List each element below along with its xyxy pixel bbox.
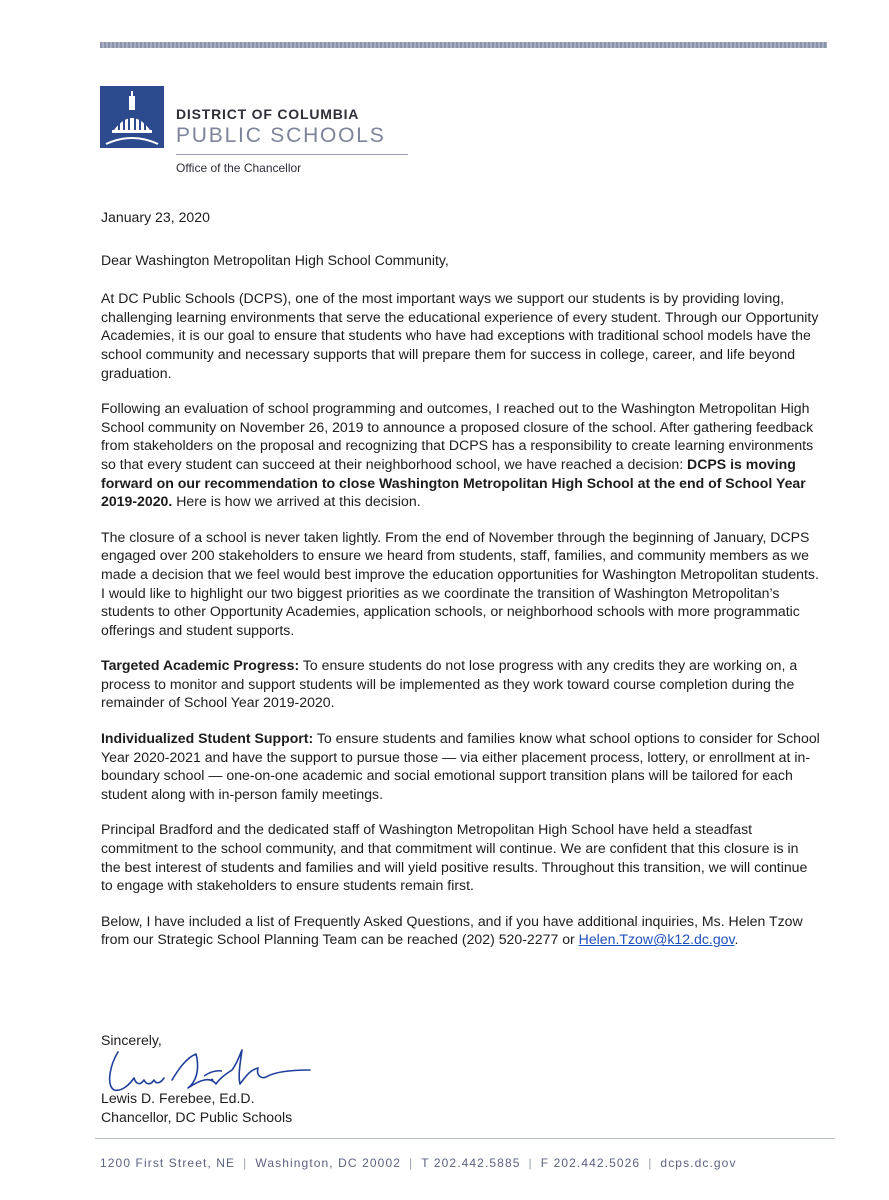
closing: Sincerely, xyxy=(101,1032,162,1048)
contact-text-end: . xyxy=(734,931,739,948)
footer-separator: | xyxy=(648,1156,653,1170)
top-border-rule xyxy=(100,42,827,48)
footer xyxy=(100,1156,840,1170)
paragraph-contact xyxy=(101,912,821,949)
decision-bold-text: DCPS is moving forward on our recommendation to close Washington Metropolitan High School at the end of School Year 2019-2020. xyxy=(101,455,806,510)
footer-city: Washington, DC 20002 xyxy=(255,1156,402,1170)
footer-fax: F 202.442.5026 xyxy=(540,1156,641,1170)
decision-text-end: Here is how we arrived at this decision. xyxy=(172,493,421,510)
paragraph-student-support xyxy=(101,729,821,803)
paragraph-decision xyxy=(101,399,821,511)
footer-divider xyxy=(95,1138,835,1139)
footer-separator: | xyxy=(528,1156,533,1170)
letter-body xyxy=(101,208,821,966)
decision-text: Following an evaluation of school programming and outcomes, I reached out to the Washington Metropolitan High School community on November 26, 2019 to announce a proposed closure of the school. After gathering feedback from stakeholders on the proposal and recognizing that DCPS has a responsibility to create learning environments so that every student can succeed at their neighborhood school, we have reached a decision: xyxy=(101,400,814,472)
footer-phone: T 202.442.5885 xyxy=(421,1156,521,1170)
paragraph-academic-progress xyxy=(101,656,821,712)
footer-website[interactable]: dcps.dc.gov xyxy=(660,1156,737,1170)
org-name-line1: DISTRICT OF COLUMBIA xyxy=(176,106,360,122)
office-name: Office of the Chancellor xyxy=(176,161,302,175)
capitol-dome-logo-icon xyxy=(100,86,164,148)
paragraph-intro: At DC Public Schools (DCPS), one of the most important ways we support our students is by providing loving, challenging learning environments that serve the educational experience of every student. Through our Opportunity Academies, it is our goal to ensure that students who have had exceptions with traditional school models have the school community and necessary supports that will prepare them for success in college, career, and life beyond graduation. xyxy=(101,290,819,381)
signer-title: Chancellor, DC Public Schools xyxy=(101,1108,293,1125)
paragraph-commitment: Principal Bradford and the dedicated staff of Washington Metropolitan High School have held a steadfast commitment to the school community, and that commitment will continue. We are confident that this closure is in the best interest of students and families and will yield positive results. Throughout this transition, we will continue to engage with stakeholders to ensure students remain first. xyxy=(101,821,808,894)
salutation: Dear Washington Metropolitan High School Community, xyxy=(101,251,449,268)
footer-separator: | xyxy=(409,1156,414,1170)
footer-address: 1200 First Street, NE xyxy=(100,1156,236,1170)
org-name-line2: PUBLIC SCHOOLS xyxy=(176,124,386,147)
student-support-heading: Individualized Student Support: xyxy=(101,730,314,747)
signer-name: Lewis D. Ferebee, Ed.D. xyxy=(101,1090,255,1106)
signer-block xyxy=(101,1089,292,1126)
contact-text: Below, I have included a list of Frequently Asked Questions, and if you have additional inquiries, Ms. Helen Tzow from our Strategic School Planning Team can be reached (202) 520-2277 or xyxy=(101,912,803,948)
letterhead xyxy=(100,86,420,181)
academic-progress-heading: Targeted Academic Progress: xyxy=(101,657,300,674)
footer-separator: | xyxy=(243,1156,248,1170)
email-link[interactable]: Helen.Tzow@k12.dc.gov xyxy=(578,931,735,948)
letter-date: January 23, 2020 xyxy=(101,209,210,225)
academic-progress-text: To ensure students do not lose progress with any credits they are working on, a process to monitor and support students will be implemented as they work toward course completion during the remainder of School Year 2019-2020. xyxy=(101,657,798,711)
student-support-text: To ensure students and families know what school options to consider for School Year 2020-2021 and have the support to pursue those — via either placement process, lottery, or enrollment at in-boundary school — one-on-one academic and social emotional support transition plans will be tailored for each student along with in-person family meetings. xyxy=(101,730,820,802)
paragraph-engagement: The closure of a school is never taken lightly. From the end of November through the beginning of January, DCPS engaged over 200 stakeholders to ensure we heard from students, staff, families, and community members as we made a decision that we feel would best improve the education opportunities for Washington Metropolitan students. I would like to highlight our two biggest priorities as we coordinate the transition of Washington Metropolitan’s students to other Opportunity Academies, application schools, or neighborhood schools with more programmatic offerings and student supports. xyxy=(101,528,819,638)
letterhead-divider xyxy=(176,154,408,155)
